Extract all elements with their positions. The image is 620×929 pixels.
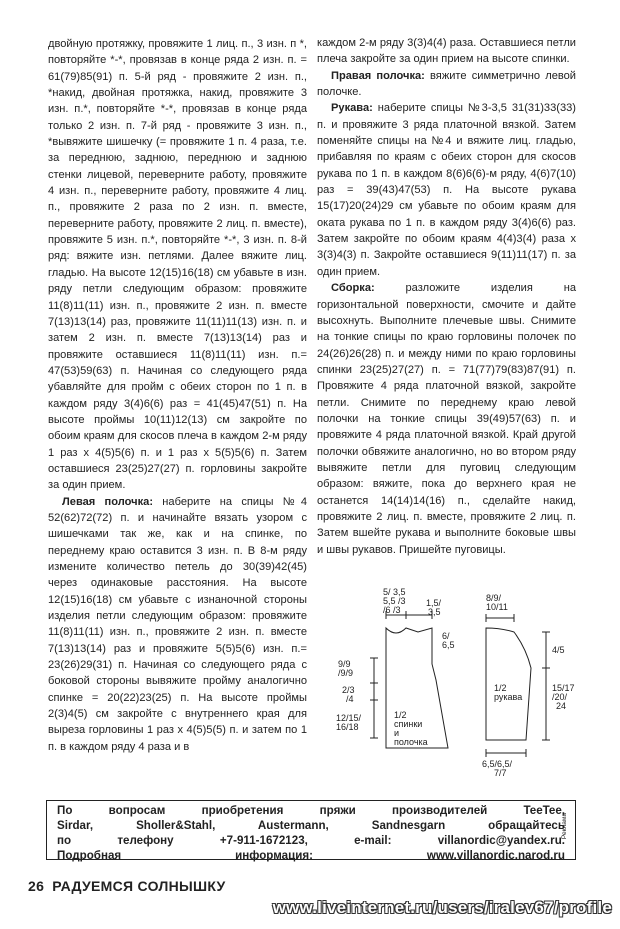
dim-label: /6 /3 [383, 605, 401, 615]
dim-label: 8/9/ [486, 593, 502, 603]
text-column-right [317, 35, 576, 558]
dim-label: и [394, 728, 400, 738]
sleeve-outline [486, 628, 531, 740]
dim-label: 16/18 [336, 722, 359, 732]
section-heading: Правая полочка: [331, 69, 425, 82]
paragraph: каждом 2-м ряду 3(3)4(4) раза. Оставшиеся петли плеча закройте за один прием на высоте спинки. [317, 37, 576, 66]
dim-label: 1,5/ [426, 598, 442, 608]
section-heading: Рукава: [331, 102, 373, 115]
paragraph-left-front: Левая полочка: наберите на спицы №4 52(62)72(72) п. и начинайте вязать узором с шишечками так же, как и на спинке, по переднему краю оставится 3 изн. п. В 8-м ряду измените количество петель до 30(39)42(45) через одинаковые расстояния. На высоте 12(15)16(18) см убавьте с изнаночной стороны изделия петли следующим образом: провяжите 11(8)11(11) изн. п., провяжите 2 изн. п. вместе 7(13)13(14) раз и провяжите 5(5)5(6) изн. п.= 23(26)29(31) п. Начиная со следующего ряда с боковой стороны вывяжите пройму аналогично спинке = 20(22)23(25) п. На высоте проймы 2(3)4(5) см закройте с внутреннего края для выреза горловины 1 раз х 4(5)5(5) п. и затем по 1 п. в каждом ряду 4 раза и в [48, 495, 307, 753]
dim-label: 7/7 [494, 768, 507, 778]
paragraph-assembly: Сборка: разложите изделия на горизонтальной поверхности, смочите и дайте высохнуть. Выполните плечевые швы. Снимите на тонкие спицы по краю горловины полочек по 24(26)26(28) п. и между ними по краю горловины спинки 23(25)27(27) п. = 71(77)79(83)87(91) п. Провяжите 4 ряда платочной вязкой, закройте петли. Снимите по переднему краю левой полочки на тонкие спицы 39(49)57(63) п. и провяжите 4 ряда платочной вязкой. Край другой полочки обвяжите аналогично, но во втором ряду вывяжите петли для пуговиц следующим образом: вяжите, пока до верхнего края не останется 14(14)14(16) п., сделайте накид, провяжите 2 лиц. п. вместе, провяжите 2 лиц. п. Затем вшейте рукава и выполните боковые швы и швы рукавов. Пришейте пуговицы. [317, 282, 576, 556]
ad-marker: Реклама [561, 813, 568, 840]
paragraph-right-front: Правая полочка: вяжите симметрично левой полочке. [317, 69, 577, 99]
ad-line: Подробная информация: www.villanordic.narod.ru [57, 849, 565, 862]
schematic-drawing [336, 588, 581, 798]
page-number: 26 [28, 878, 45, 894]
dim-label: 2/3 [342, 685, 355, 695]
section-heading: Сборка: [331, 282, 375, 295]
pattern-schematic [336, 588, 581, 798]
dim-label: 6/ [442, 631, 450, 641]
dim-label: 1/2 [494, 683, 507, 693]
dim-label: полочка [394, 737, 428, 747]
page-footer [28, 878, 226, 894]
section-heading: Левая полочка: [62, 495, 154, 508]
dim-label: 24 [556, 701, 567, 711]
ad-line: По вопросам приобретения пряжи производителей TeeTee, [57, 804, 565, 817]
dim-label: 10/11 [486, 602, 508, 612]
dim-label: спинки [394, 719, 423, 729]
dim-label: 5/ 3,5 [383, 587, 406, 597]
dim-label: 6,5 [442, 640, 455, 650]
dim-label: /4 [346, 694, 354, 704]
dim-label: 4/5 [552, 645, 565, 655]
ad-line: Sirdar, Sholler&Stahl, Austermann, Sandnesgarn обращайтесь [57, 819, 565, 832]
text-column-left [48, 36, 307, 755]
ad-line: по телефону +7-911-1672123, e-mail: villanordic@yandex.ru. [57, 834, 565, 847]
dim-label: 1/2 [394, 710, 407, 720]
dim-label: /20/ [552, 692, 568, 702]
dim-label: 15/17 [552, 683, 575, 693]
dim-label: /9/9 [338, 668, 354, 678]
dim-label: 12/15/ [336, 713, 362, 723]
paragraph-sleeves: Рукава: наберите спицы №3-3,5 31(31)33(33) п. и провяжите 3 ряда платочной вязкой. Затем поменяйте спицы на №4 и вяжите лиц. гладью, прибавляя по краям с обеих сторон для скосов рукава по 1 п. в каждом 8(6)6(6)-м ряду, 4(6)7(10) раз = 39(43)47(53) п. На высоте рукава 15(17)20(24)29 см убавьте по обоим краям для оката рукава по 1 п. в каждом ряду 3(4)6(6) раз. Затем закройте по обоим краям 4(4)3(4) раза х 3(3)4(3) п. Закройте оставшиеся 9(11)11(17) п. за один прием. [317, 102, 576, 278]
dim-label: 5,5 /3 [383, 596, 406, 606]
magazine-title: РАДУЕМСЯ СОЛНЫШКУ [52, 878, 226, 894]
dim-label: 9/9 [338, 659, 351, 669]
dim-label: рукава [494, 692, 523, 702]
dim-label: 6,5/6,5/ [482, 759, 513, 769]
dim-label: 3,5 [428, 607, 441, 617]
watermark: www.liveinternet.ru/users/iralev67/profile [272, 898, 612, 917]
paragraph: двойную протяжку, провяжите 1 лиц. п., 3 изн. п *, повторяйте *-*, провязав в конце ряда 2 изн. п. = 61(79)85(91) п. 5-й ряд - провяжите 2 изн. п., *накид, двойная протяжка, накид, провяжите 3 изн. п.*, повторяйте *-*, провязав в конце ряда только 2 изн. п. 7-й ряд - провяжите 3 изн. п., *вывяжите шишечку (= провяжите 1 п. 4 раза, т.е. за переднюю, заднюю, переднюю и заднюю стенки лицевой, переверните работу, провяжите 4 изн. п., переверните работу, провяжите 4 лиц. п., провяжите 2 раза по 2 изн. п. вместе, переверните работу, провяжите 2 лиц. п. вместе), провяжите 5 изн. п.*, повторяйте *-*, 3 изн. п. 8-й ряд: вяжите изн. петлями. Далее вяжите лиц. гладью. На высоте 12(15)16(18) см убавьте в изн. ряду петли следующим образом: провяжите 11(8)11(11) изн. п., провяжите 2 изн. п. вместе 7(13)13(14) раз, провяжите 11(11)11(13) изн. п. и затем 2 изн. п. вместе 7(13)13(14) раз и провяжите оставшиеся 11(8)11(11) изн. п.= 47(53)59(63) п. Начиная со следующего ряда убавляйте для пройм с обеих сторон по 1 п. в каждом ряду 3(4)6(6) раз = 41(45)47(51) п. На высоте проймы 10(11)12(13) см закройте по обоим краям для скосов плеча в каждом 2-м ряду 1 раз х 4(5)5(6) п. и 1 раз х 5(5)5(6) п. Затем оставшиеся 23(25)27(27) п. горловины закройте за один прием. [48, 38, 307, 492]
advertisement-box [46, 800, 576, 860]
